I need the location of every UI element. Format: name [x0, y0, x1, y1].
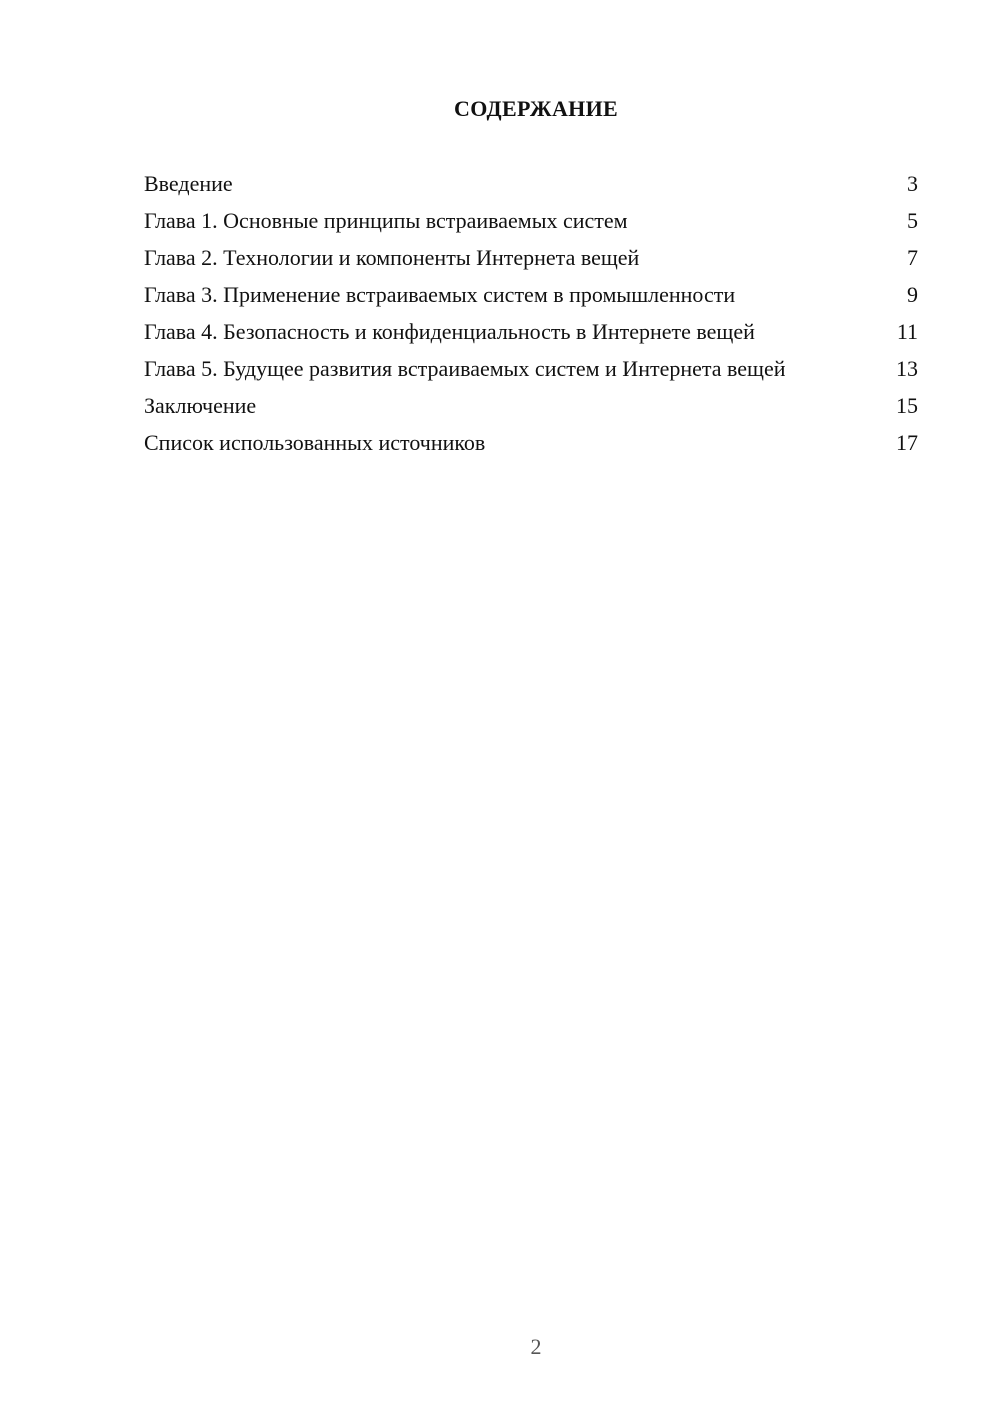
toc-entry-page: 3: [907, 171, 918, 196]
toc-entry-title: Список использованных источников: [144, 430, 486, 455]
toc-entry-title: Глава 3. Применение встраиваемых систем в промышленности: [144, 282, 736, 307]
toc-entry-page: 15: [896, 393, 918, 418]
toc-entry-page: 13: [896, 356, 918, 381]
table-of-contents: [144, 170, 918, 466]
page-title: СОДЕРЖАНИЕ: [454, 96, 618, 121]
toc-entry-page: 9: [907, 282, 918, 307]
toc-entry-title: Глава 4. Безопасность и конфиденциальность в Интернете вещей: [144, 319, 755, 344]
toc-entry-title: Глава 5. Будущее развития встраиваемых систем и Интернета вещей: [144, 356, 786, 381]
page-number: 2: [530, 1334, 542, 1359]
toc-entry-chapter-2: [144, 244, 918, 271]
toc-entry-page: 7: [907, 245, 918, 270]
toc-entry-page: 11: [896, 319, 918, 344]
toc-entry-title: Глава 2. Технологии и компоненты Интернета вещей: [144, 245, 640, 270]
toc-entry-title: Глава 1. Основные принципы встраиваемых систем: [144, 208, 628, 233]
toc-entry-chapter-1: [144, 207, 918, 234]
toc-entry-title: Заключение: [144, 393, 257, 418]
toc-entry-references: [144, 429, 918, 456]
toc-entry-chapter-3: [144, 281, 918, 308]
toc-entry-page: 5: [907, 208, 918, 233]
toc-entry-chapter-5: [144, 355, 918, 382]
toc-entry-chapter-4: [144, 318, 918, 345]
toc-entry-introduction: [144, 170, 918, 197]
toc-entry-title: Введение: [144, 171, 233, 196]
toc-entry-conclusion: [144, 392, 918, 419]
toc-entry-page: 17: [896, 430, 918, 455]
